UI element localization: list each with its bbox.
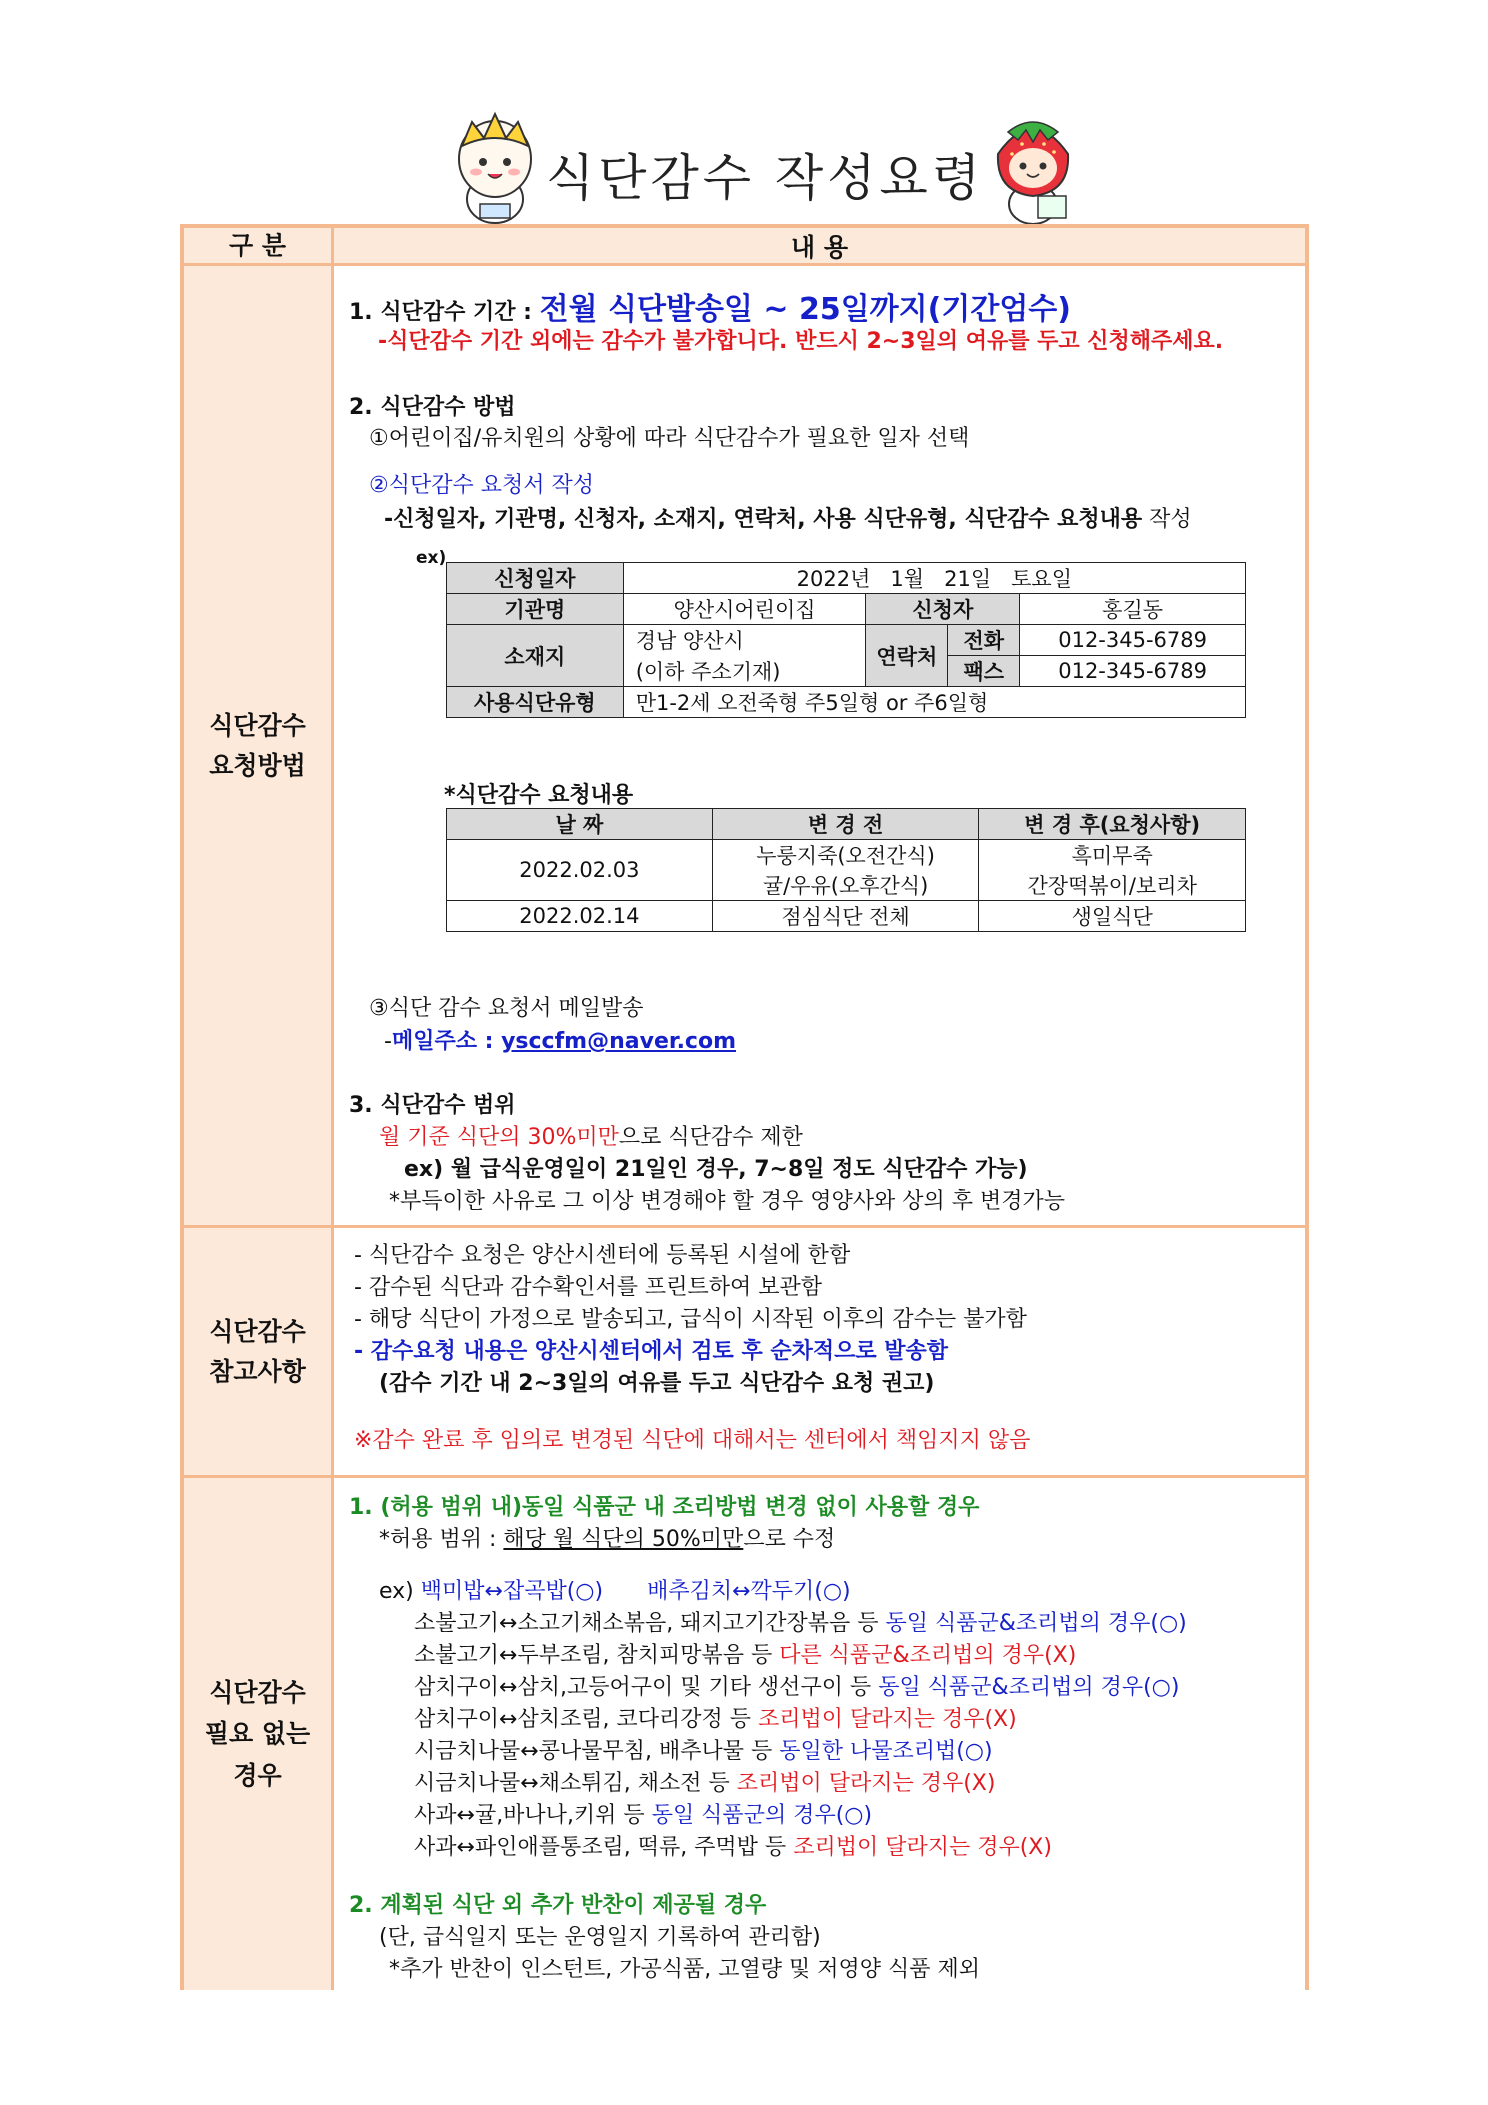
list-item xyxy=(414,1702,1017,1733)
line2-colored: 다른 식품군&조리법의 경우(X) xyxy=(779,1643,1077,1668)
section1-label-line2: 요청방법 xyxy=(209,750,306,780)
ex-item-1: 백미밥↔잡곡밥(○) xyxy=(420,1579,604,1604)
form-fax-value: 012-345-6789 xyxy=(1020,656,1246,687)
scope-tail: 으로 식단감수 제한 xyxy=(618,1125,803,1150)
step2-detail xyxy=(384,502,1192,533)
step1-text: ①어린이집/유치원의 상황에 따라 식단감수가 필요한 일자 선택 xyxy=(369,426,970,451)
example-form-table xyxy=(446,562,1246,718)
request-row1-before-1: 누룽지죽(오전간식) xyxy=(712,840,979,871)
line2-plain: 소불고기↔두부조림, 참치피망볶음 등 xyxy=(414,1643,780,1668)
page-title: 식단감수 작성요령 xyxy=(545,149,985,207)
header-content: 내 용 xyxy=(334,228,1305,263)
example-label: ex) xyxy=(416,548,447,568)
step2-detail-tail: 작성 xyxy=(1142,507,1192,532)
line3-colored: 동일 식품군&조리법의 경우(○) xyxy=(878,1675,1180,1700)
example-line xyxy=(379,1574,851,1605)
form-phone-value: 012-345-6789 xyxy=(1020,625,1246,656)
form-type-label: 사용식단유형 xyxy=(447,687,624,718)
line6-colored: 조리법이 달라지는 경우(X) xyxy=(736,1771,996,1796)
list-item xyxy=(414,1638,1076,1669)
note-3: - 해당 식단이 가정으로 발송되고, 급식이 시작된 이후의 감수는 불가함 xyxy=(354,1307,1027,1332)
section3-label-line3: 경우 xyxy=(233,1760,282,1790)
section3-label-line2: 필요 없는 xyxy=(204,1719,311,1749)
note-5: (감수 기간 내 2~3일의 여유를 두고 식단감수 요청 권고) xyxy=(379,1371,935,1396)
email-line xyxy=(384,1024,736,1055)
form-org-value: 양산시어린이집 xyxy=(623,594,866,625)
form-location-label: 소재지 xyxy=(447,625,624,687)
ex-item-2: 배추김치↔깍두기(○) xyxy=(647,1579,851,1604)
period-warning: -식단감수 기간 외에는 감수가 불가합니다. 반드시 2~3일의 여유를 두고 신청해주세요. xyxy=(378,329,1224,354)
request-row1-date: 2022.02.03 xyxy=(447,840,713,901)
section-no-review-needed xyxy=(184,1478,1305,1990)
section3-label xyxy=(184,1478,334,1990)
strawberry-mascot-icon xyxy=(978,104,1088,234)
note-4: - 감수요청 내용은 양산시센터에서 검토 후 순차적으로 발송함 xyxy=(354,1339,949,1364)
period-prefix: 1. 식단감수 기간 : xyxy=(349,300,540,325)
list-item xyxy=(414,1734,993,1765)
section2-label xyxy=(184,1228,334,1475)
section2-label-line2: 참고사항 xyxy=(209,1356,306,1386)
line5-colored: 동일한 나물조리법(○) xyxy=(779,1739,993,1764)
request-title: *식단감수 요청내용 xyxy=(444,783,634,808)
step2-title: ②식단감수 요청서 작성 xyxy=(369,473,594,498)
list-item xyxy=(414,1606,1187,1637)
line4-colored: 조리법이 달라지는 경우(X) xyxy=(757,1707,1017,1732)
ex-prefix: ex) xyxy=(379,1579,421,1604)
request-row2-date: 2022.02.14 xyxy=(447,901,713,932)
list-item xyxy=(414,1766,995,1797)
title-area xyxy=(440,100,1080,240)
section3-label-line1: 식단감수 xyxy=(209,1678,306,1708)
list-item xyxy=(414,1670,1179,1701)
allow-tail: 으로 수정 xyxy=(743,1527,836,1552)
form-location-line1: 경남 양산시 xyxy=(623,625,866,656)
section1-content xyxy=(334,266,1305,1225)
request-row2-before: 점심식단 전체 xyxy=(712,901,979,932)
form-contact-label: 연락처 xyxy=(866,625,948,687)
request-header-after: 변 경 후(요청사항) xyxy=(979,809,1246,840)
email-dash: - xyxy=(384,1029,392,1054)
section-request-method xyxy=(184,266,1305,1228)
scope-title: 3. 식단감수 범위 xyxy=(349,1093,516,1118)
email-address-link[interactable]: ysccfm@naver.com xyxy=(501,1029,737,1054)
email-label: 메일주소 : xyxy=(391,1029,502,1054)
case1-title: 1. (허용 범위 내)동일 식품군 내 조리방법 변경 없이 사용할 경우 xyxy=(349,1495,980,1520)
section1-label-line1: 식단감수 xyxy=(209,710,306,740)
form-type-value: 만1-2세 오전죽형 주5일형 or 주6일형 xyxy=(623,687,1245,718)
allow-range-line xyxy=(379,1522,835,1553)
form-location-line2: (이하 주소기재) xyxy=(623,656,866,687)
method-title: 2. 식단감수 방법 xyxy=(349,395,516,420)
line4-plain: 삼치구이↔삼치조림, 코다리강정 등 xyxy=(414,1707,758,1732)
step3-title: ③식단 감수 요청서 메일발송 xyxy=(369,996,644,1021)
line1-plain: 소불고기↔소고기채소볶음, 돼지고기간장볶음 등 xyxy=(414,1611,886,1636)
guide-table xyxy=(180,224,1309,1990)
form-phone-label: 전화 xyxy=(948,625,1020,656)
form-date-label: 신청일자 xyxy=(447,563,624,594)
allow-underlined: 해당 월 식단의 50%미만 xyxy=(503,1527,744,1552)
scope-line xyxy=(379,1120,803,1151)
case2-note-1: (단, 급식일지 또는 운영일지 기록하여 관리함) xyxy=(379,1925,821,1950)
responsibility-warning: ※감수 완료 후 임의로 변경된 식단에 대해서는 센터에서 책임지지 않음 xyxy=(354,1428,1031,1453)
list-item xyxy=(414,1798,872,1829)
egg-chef-mascot-icon xyxy=(440,104,550,234)
form-fax-label: 팩스 xyxy=(948,656,1020,687)
list-item xyxy=(414,1830,1052,1861)
request-header-date: 날 짜 xyxy=(447,809,713,840)
section-reference-notes xyxy=(184,1228,1305,1478)
line1-colored: 동일 식품군&조리법의 경우(○) xyxy=(885,1611,1187,1636)
line5-plain: 시금치나물↔콩나물무침, 배추나물 등 xyxy=(414,1739,780,1764)
line6-plain: 시금치나물↔채소튀김, 채소전 등 xyxy=(414,1771,737,1796)
request-header-before: 변 경 전 xyxy=(712,809,979,840)
scope-example: ex) 월 급식운영일이 21일인 경우, 7~8일 정도 식단감수 가능) xyxy=(404,1157,1028,1182)
line7-colored: 동일 식품군의 경우(○) xyxy=(651,1803,873,1828)
form-applicant-label: 신청자 xyxy=(866,594,1020,625)
request-row1-after-1: 흑미무죽 xyxy=(979,840,1246,871)
table-row xyxy=(447,840,1246,871)
line3-plain: 삼치구이↔삼치,고등어구이 및 기타 생선구이 등 xyxy=(414,1675,879,1700)
section2-label-line1: 식단감수 xyxy=(209,1316,306,1346)
step2-detail-bold: -신청일자, 기관명, 신청자, 소재지, 연락처, 사용 식단유형, 식단감수 요청내용 xyxy=(384,507,1143,532)
line8-plain: 사과↔파인애플통조림, 떡류, 주먹밥 등 xyxy=(414,1835,794,1860)
note-2: - 감수된 식단과 감수확인서를 프린트하여 보관함 xyxy=(354,1275,822,1300)
form-org-label: 기관명 xyxy=(447,594,624,625)
period-value: 전월 식단발송일 ~ 25일까지(기간엄수) xyxy=(539,292,1071,327)
section1-label xyxy=(184,266,334,1225)
case2-title: 2. 계획된 식단 외 추가 반찬이 제공될 경우 xyxy=(349,1893,767,1918)
form-applicant-value: 홍길동 xyxy=(1020,594,1246,625)
line7-plain: 사과↔귤,바나나,키위 등 xyxy=(414,1803,652,1828)
scope-red: 월 기준 식단의 30%미만 xyxy=(379,1125,619,1150)
request-row1-after-2: 간장떡볶이/보리차 xyxy=(979,870,1246,901)
allow-prefix: *허용 범위 : xyxy=(379,1527,504,1552)
note-1: - 식단감수 요청은 양산시센터에 등록된 시설에 한함 xyxy=(354,1243,851,1268)
scope-note: *부득이한 사유로 그 이상 변경해야 할 경우 영양사와 상의 후 변경가능 xyxy=(389,1189,1065,1214)
request-row2-after: 생일식단 xyxy=(979,901,1246,932)
table-header-row xyxy=(184,228,1305,266)
section2-content xyxy=(334,1228,1305,1475)
header-category: 구 분 xyxy=(184,228,334,263)
line8-colored: 조리법이 달라지는 경우(X) xyxy=(793,1835,1052,1860)
section3-content xyxy=(334,1478,1305,1990)
table-row xyxy=(447,901,1246,932)
request-table xyxy=(446,808,1246,932)
request-row1-before-2: 귤/우유(오후간식) xyxy=(712,870,979,901)
form-date-value: 2022년 1월 21일 토요일 xyxy=(623,563,1245,594)
period-line xyxy=(349,284,1071,328)
case2-note-2: *추가 반찬이 인스턴트, 가공식품, 고열량 및 저영양 식품 제외 xyxy=(389,1957,980,1982)
